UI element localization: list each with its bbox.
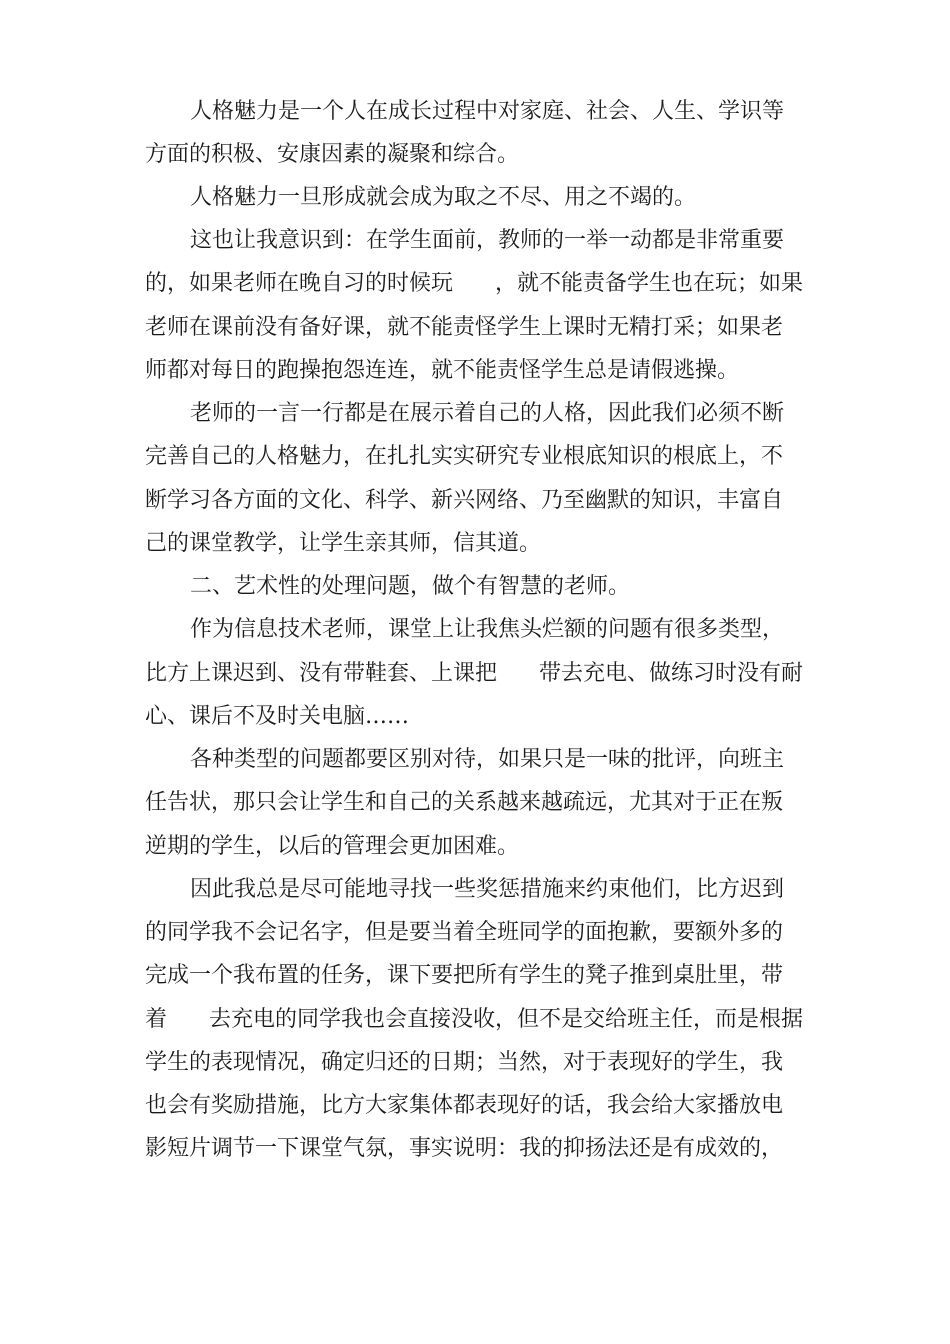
text-line: 心、课后不及时关电脑…… <box>145 704 410 729</box>
text-line: 人格魅力是一个人在成长过程中对家庭、社会、人生、学识等 <box>190 99 785 124</box>
text-line: 人格魅力一旦形成就会成为取之不尽、用之不竭的。 <box>190 185 697 210</box>
text-line: 作为信息技术老师，课堂上让我焦头烂额的问题有很多类型， <box>190 617 785 642</box>
text-line: 逆期的学生，以后的管理会更加困难。 <box>145 834 520 859</box>
text-line: 师都对每日的跑操抱怨连连，就不能责怪学生总是请假逃操。 <box>145 358 740 383</box>
text-line: 的同学我不会记名字，但是要当着全班同学的面抱歉，要额外多的 <box>145 920 784 945</box>
text-line: 的，如果老师在晚自习的时候玩 ，就不能责备学生也在玩；如果 <box>145 271 803 296</box>
text-line: 二、艺术性的处理问题，做个有智慧的老师。 <box>190 574 631 599</box>
text-line: 各种类型的问题都要区别对待，如果只是一味的批评，向班主 <box>190 747 785 772</box>
text-line: 老师在课前没有备好课，就不能责怪学生上课时无精打采；如果老 <box>145 315 784 340</box>
text-line: 学生的表现情况，确定归还的日期；当然，对于表现好的学生，我 <box>145 1050 784 1075</box>
text-line: 老师的一言一行都是在展示着自己的人格，因此我们必须不断 <box>190 401 785 426</box>
text-line: 断学习各方面的文化、科学、新兴网络、乃至幽默的知识，丰富自 <box>145 488 784 513</box>
text-line: 完善自己的人格魅力，在扎扎实实研究专业根底知识的根底上，不 <box>145 444 784 469</box>
text-line: 己的课堂教学，让学生亲其师，信其道。 <box>145 531 542 556</box>
text-line: 着 去充电的同学我也会直接没收，但不是交给班主任，而是根据 <box>145 1007 803 1032</box>
text-line: 方面的积极、安康因素的凝聚和综合。 <box>145 142 520 167</box>
text-line: 任告状，那只会让学生和自己的关系越来越疏远，尤其对于正在叛 <box>145 790 784 815</box>
text-line: 完成一个我布置的任务，课下要把所有学生的凳子推到桌肚里，带 <box>145 963 784 988</box>
text-line: 这也让我意识到：在学生面前，教师的一举一动都是非常重要 <box>190 228 785 253</box>
text-line: 因此我总是尽可能地寻找一些奖惩措施来约束他们，比方迟到 <box>190 877 785 902</box>
text-line: 比方上课迟到、没有带鞋套、上课把 带去充电、做练习时没有耐 <box>145 661 803 686</box>
text-line: 也会有奖励措施，比方大家集体都表现好的话，我会给大家播放电 <box>145 1093 784 1118</box>
text-line: 影短片调节一下课堂气氛，事实说明：我的抑扬法还是有成效的， <box>145 1136 784 1161</box>
